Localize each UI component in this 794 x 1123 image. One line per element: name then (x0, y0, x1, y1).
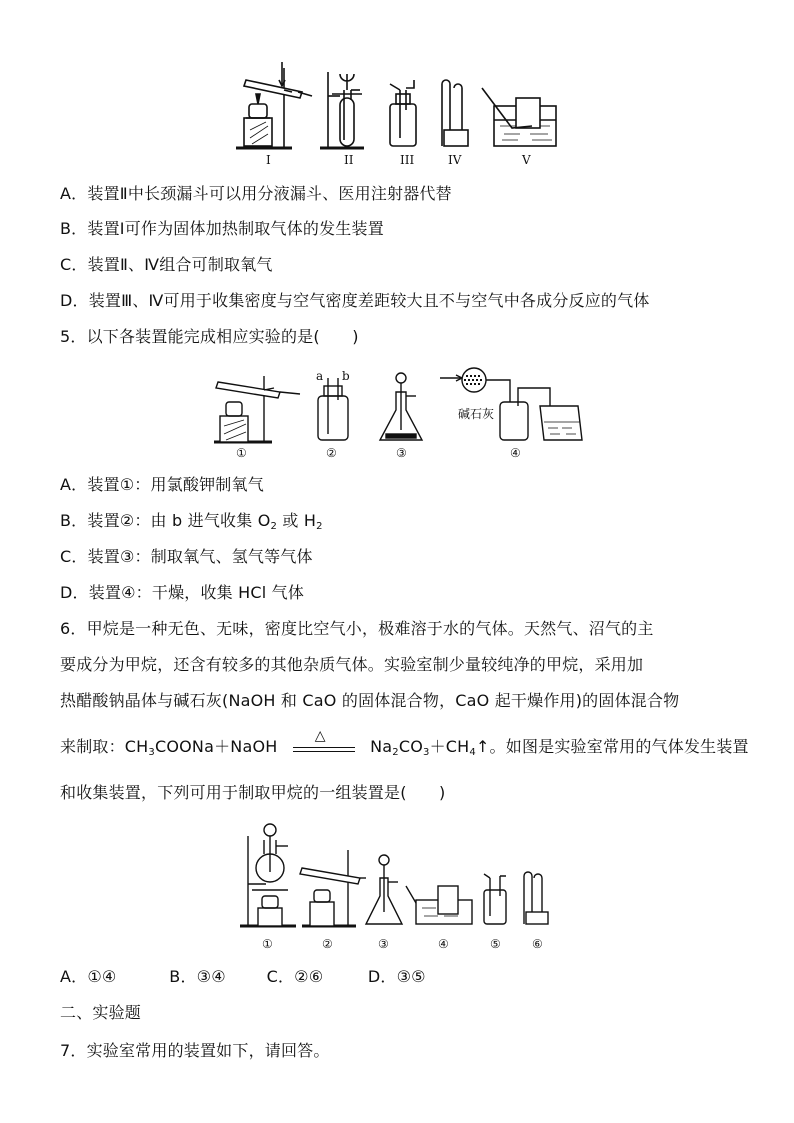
q5-fig-label-4: ④ (510, 446, 521, 460)
fig1-label-3: III (400, 153, 415, 167)
q4-option-c: C．装置Ⅱ、Ⅳ组合可制取氧气 (60, 255, 273, 274)
q5-stem: 5．以下各装置能完成相应实验的是( ) (60, 327, 359, 346)
q6-fig-label-3: ③ (378, 937, 389, 951)
figure-apparatus-3 (236, 816, 566, 932)
q4-option-a: A．装置Ⅱ中长颈漏斗可以用分液漏斗、医用注射器代替 (60, 184, 452, 203)
q6-option-c: C．②⑥ (266, 967, 324, 986)
q6-options (60, 966, 426, 988)
q6-line-1: 6．甲烷是一种无色、无味，密度比空气小，极难溶于水的气体。天然气、沼气的主 (60, 619, 654, 638)
q5-option-c: C．装置③：制取氧气、氢气等气体 (60, 547, 313, 566)
fig1-label-4: IV (448, 153, 462, 167)
fig1-label-1: I (266, 153, 271, 167)
q6-fig-label-2: ② (322, 937, 333, 951)
q6-option-a: A．①④ (60, 967, 117, 986)
q6-fig-label-6: ⑥ (532, 937, 543, 951)
q6-fig-label-1: ① (262, 937, 273, 951)
q4-option-d: D．装置Ⅲ、Ⅳ可用于收集密度与空气密度差距较大且不与空气中各成分反应的气体 (60, 291, 650, 310)
q5-option-b: B．装置②：由 b 进气收集 $O_2$ 或 $H_2$ (60, 511, 323, 532)
q5-fig-a: a (316, 369, 324, 383)
q6-equation: 来制取：$CH_3COONa+NaOH$ △ $Na_2CO_3+CH_4↑$。如图是实验室常用的气体发生装置 (60, 736, 749, 764)
q5-fig-b: b (342, 369, 350, 383)
q5-fig-label-2: ② (326, 446, 337, 460)
q6-option-d: D．③⑤ (367, 967, 426, 986)
fig1-label-5: V (522, 153, 531, 167)
q6-line-5: 和收集装置，下列可用于制取甲烷的一组装置是( ) (60, 783, 446, 802)
q6-fig-label-4: ④ (438, 937, 449, 951)
q6-option-b: B．③④ (169, 967, 226, 986)
q5-option-d: D．装置④：干燥，收集 HCl 气体 (60, 583, 305, 602)
q7-stem: 7．实验室常用的装置如下，请回答。 (60, 1041, 330, 1060)
q5-option-a: A．装置①：用氯酸钾制氧气 (60, 475, 264, 494)
q5-fig-label-3: ③ (396, 446, 407, 460)
q6-line-3: 热醋酸钠晶体与碱石灰(NaOH 和 CaO 的固体混合物，CaO 起干燥作用)的固体混合物 (60, 691, 680, 710)
section-heading: 二、实验题 (60, 1003, 142, 1022)
q4-option-b: B．装置Ⅰ可作为固体加热制取气体的发生装置 (60, 219, 384, 238)
fig1-label-2: II (344, 153, 354, 167)
q6-line-2: 要成分为甲烷，还含有较多的其他杂质气体。实验室制少量较纯净的甲烷，采用加 (60, 655, 644, 674)
q5-jianshihui: 碱石灰 (458, 407, 495, 421)
heat-symbol: △ (314, 727, 326, 744)
q6-fig-label-5: ⑤ (490, 937, 501, 951)
q5-fig-label-1: ① (236, 446, 247, 460)
